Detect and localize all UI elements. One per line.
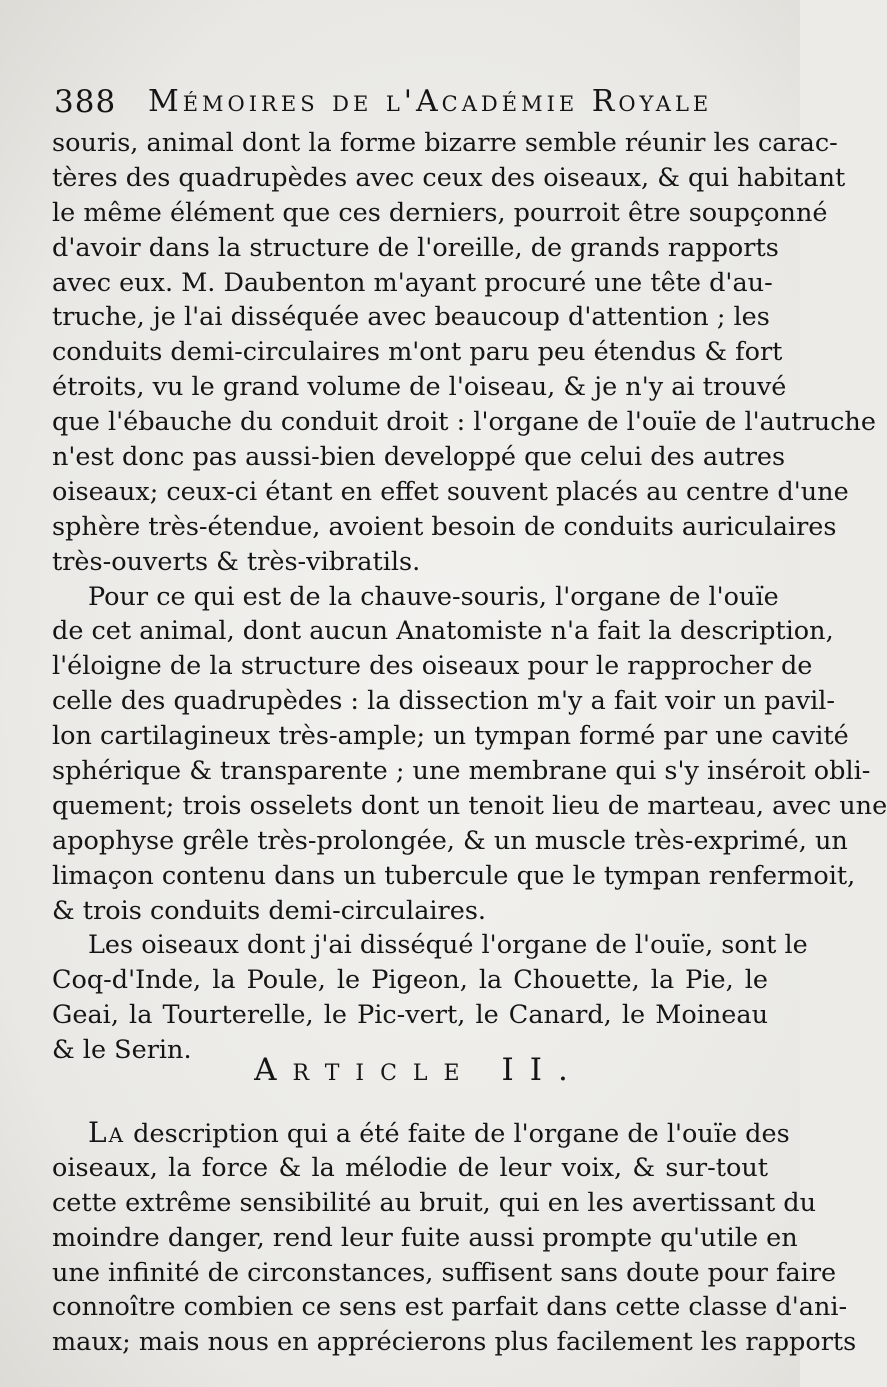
text-line: de cet animal, dont aucun Anatomiste n'a fait la description, xyxy=(52,616,834,647)
text-line: cette extrême sensibilité au bruit, qui en les avertissant du xyxy=(52,1187,817,1218)
page-number: 388 xyxy=(54,84,117,120)
text-line: moindre danger, rend leur fuite aussi prompte qu'utile en xyxy=(52,1222,798,1253)
text-line: oiseaux, la force & la mélodie de leur voix, & sur-tout xyxy=(52,1152,768,1183)
article-heading: Article II. xyxy=(254,1052,584,1088)
text-line: celle des quadrupèdes : la dissection m'y a fait voir un pavil- xyxy=(52,686,836,717)
article-paragraph xyxy=(52,1116,857,1360)
text-line: limaçon contenu dans un tubercule que le tympan renfermoit, xyxy=(52,860,856,891)
text-line: d'avoir dans la structure de l'oreille, de grands rapports xyxy=(52,232,779,263)
text-line: une infinité de circonstances, suffisent sans doute pour faire xyxy=(52,1257,837,1288)
text-line: tères des quadrupèdes avec ceux des oiseaux, & qui habitant xyxy=(52,162,846,193)
running-title: Mémoires de l'Académie Royale xyxy=(148,84,713,119)
text-line: lon cartilagineux très-ample; un tympan formé par une cavité xyxy=(52,721,849,752)
text-line: truche, je l'ai disséquée avec beaucoup d'attention ; les xyxy=(52,302,770,333)
text-line: & le Serin. xyxy=(52,1035,192,1066)
text-line: connoître combien ce sens est parfait dans cette classe d'ani- xyxy=(52,1292,848,1323)
text-line: sphérique & transparente ; une membrane qui s'y inséroit obli- xyxy=(52,756,871,787)
text-line: apophyse grêle très-prolongée, & un muscle très-exprimé, un xyxy=(52,825,848,856)
paragraph-continuation xyxy=(52,126,887,1068)
text-line: quement; trois osselets dont un tenoit lieu de marteau, avec une xyxy=(52,790,887,821)
text-line: Coq-d'Inde, la Poule, le Pigeon, la Chouette, la Pie, le xyxy=(52,965,768,996)
first-line-text: description qui a été faite de l'organe de l'ouïe des xyxy=(125,1119,790,1149)
text-line: n'est donc pas aussi-bien developpé que celui des autres xyxy=(52,442,786,473)
text-line: très-ouverts & très-vibratils. xyxy=(52,546,421,577)
text-line: Les oiseaux dont j'ai disséqué l'organe de l'ouïe, sont le xyxy=(88,930,808,961)
text-line: oiseaux; ceux-ci étant en effet souvent placés au centre d'une xyxy=(52,476,849,507)
text-line: Geai, la Tourterelle, le Pic-vert, le Canard, le Moineau xyxy=(52,1000,768,1031)
text-line: conduits demi-circulaires m'ont paru peu étendus & fort xyxy=(52,337,783,368)
text-line xyxy=(52,1116,790,1151)
text-line: Pour ce qui est de la chauve-souris, l'organe de l'ouïe xyxy=(88,581,779,612)
text-line: & trois conduits demi-circulaires. xyxy=(52,895,487,926)
text-line: le même élément que ces derniers, pourroit être soupçonné xyxy=(52,197,828,228)
text-line: avec eux. M. Daubenton m'ayant procuré une tête d'au- xyxy=(52,267,773,298)
text-line: l'éloigne de la structure des oiseaux pour le rapprocher de xyxy=(52,651,813,682)
text-line: maux; mais nous en apprécierons plus facilement les rapports xyxy=(52,1327,857,1358)
text-line: que l'ébauche du conduit droit : l'organe de l'ouïe de l'autruche xyxy=(52,407,876,438)
drop-lead-word: La xyxy=(88,1116,126,1149)
text-line: étroits, vu le grand volume de l'oiseau, & je n'y ai trouvé xyxy=(52,372,787,403)
text-line: sphère très-étendue, avoient besoin de conduits auriculaires xyxy=(52,511,837,542)
text-line: souris, animal dont la forme bizarre semble réunir les carac- xyxy=(52,128,838,158)
page-header xyxy=(52,84,762,124)
